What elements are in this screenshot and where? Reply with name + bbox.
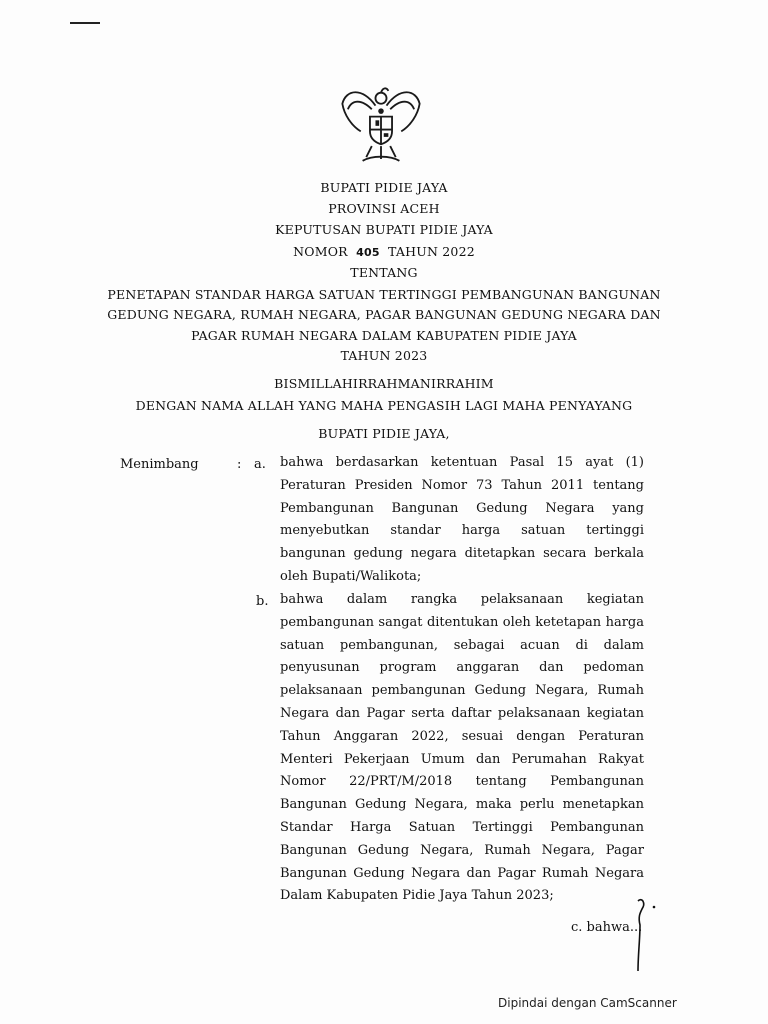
item-b-text: bahwa dalam rangka pelaksanaan kegiatan pembangunan sangat ditentukan oleh ketetapan harga satuan pembangunan, sebagai acuan di dalam penyusunan program anggaran dan pedoman pelaksanaan pembangunan Gedung Negara, Rumah Negara dan Pagar serta daftar pelaksanaan kegiatan Tahun Anggaran 2022, sesuai dengan Peraturan Menteri Pekerjaan Umum dan Perumahan Rakyat Nomor 22/PRT/M/2018 tentang Pembangunan Bangunan Gedung Negara, maka perlu menetapkan Standar Harga Satuan Tertinggi Pembangunan Bangunan Gedung Negara, Rumah Negara, Pagar Bangunan Gedung Negara dan Pagar Rumah Negara Dalam Kabupaten Pidie Jaya Tahun 2023; (280, 592, 644, 904)
title-line-2: GEDUNG NEGARA, RUMAH NEGARA, PAGAR BANGUNAN GEDUNG NEGARA DAN (107, 307, 661, 322)
header-about: TENTANG (350, 265, 418, 280)
header-number-line (0, 244, 768, 259)
number-prefix: NOMOR (293, 244, 348, 259)
regent-title: BUPATI PIDIE JAYA, (318, 426, 450, 441)
header-regent: BUPATI PIDIE JAYA (320, 180, 448, 195)
scanner-watermark: Dipindai dengan CamScanner (498, 996, 677, 1010)
invocation: DENGAN NAMA ALLAH YANG MAHA PENGASIH LAGI MAHA PENYAYANG (135, 398, 633, 413)
header-province: PROVINSI ACEH (328, 201, 440, 216)
title-line-3: PAGAR RUMAH NEGARA DALAM KABUPATEN PIDIE JAYA (191, 328, 577, 343)
title-line-4: TAHUN 2023 (340, 348, 428, 363)
initial-signature-icon (628, 895, 668, 975)
bismillah: BISMILLAHIRRAHMANIRRAHIM (274, 376, 494, 391)
item-a-marker: a. (254, 457, 266, 472)
number-year: TAHUN 2022 (388, 244, 475, 259)
menimbang-colon: : (237, 457, 242, 472)
item-a-text: bahwa berdasarkan ketentuan Pasal 15 ayat (1) Peraturan Presiden Nomor 73 Tahun 2011 tentang Pembangunan Bangunan Gedung Negara yang menyebutkan standar harga satuan tertinggi bangunan gedung negara ditetapkan secara berkala oleh Bupati/Walikota; (280, 455, 644, 584)
header-decree: KEPUTUSAN BUPATI PIDIE JAYA (275, 222, 493, 237)
continuation-ref: c. bahwa... (571, 920, 643, 935)
garuda-emblem-icon (335, 78, 427, 170)
menimbang-label: Menimbang (120, 457, 199, 472)
number-value: 405 (356, 246, 380, 259)
scan-mark (70, 22, 100, 24)
item-b-marker: b. (256, 594, 269, 609)
title-line-1: PENETAPAN STANDAR HARGA SATUAN TERTINGGI PEMBANGUNAN BANGUNAN (107, 287, 661, 302)
